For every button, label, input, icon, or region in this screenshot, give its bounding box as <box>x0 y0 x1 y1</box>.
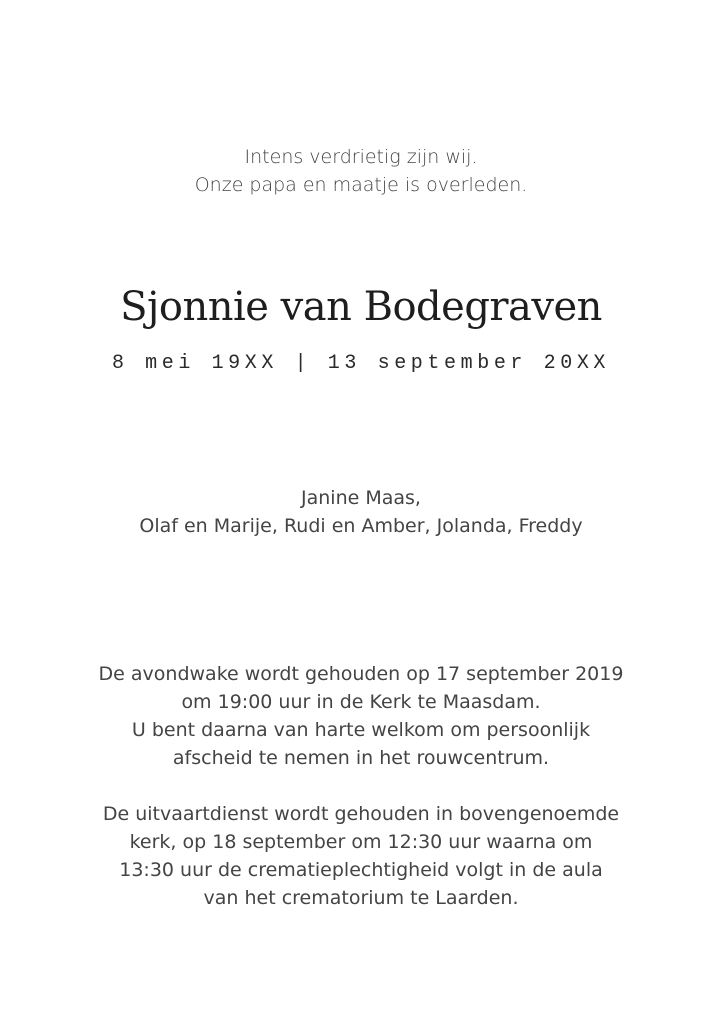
vigil-line-1: De avondwake wordt gehouden op 17 september 2019 <box>98 663 624 685</box>
family-names <box>0 484 722 540</box>
life-dates: 8 mei 19XX | 13 september 20XX <box>111 352 611 375</box>
funeral-line-4: van het crematorium te Laarden. <box>203 887 519 909</box>
vigil-line-2: om 19:00 uur in de Kerk te Maasdam. <box>181 691 541 713</box>
vigil-line-3: U bent daarna van harte welkom om persoonlijk <box>131 719 591 741</box>
deceased-name: Sjonnie van Bodegraven <box>120 284 602 330</box>
intro-line-1: Intens verdrietig zijn wij. <box>244 146 478 168</box>
service-details <box>0 660 722 912</box>
family-line-2: Olaf en Marije, Rudi en Amber, Jolanda, Freddy <box>139 515 583 537</box>
funeral-line-1: De uitvaartdienst wordt gehouden in bovengenoemde <box>102 803 620 825</box>
intro-text <box>0 143 722 199</box>
funeral-line-2: kerk, op 18 september om 12:30 uur waarna om <box>129 831 593 853</box>
funeral-line-3: 13:30 uur de crematieplechtigheid volgt in de aula <box>119 859 603 881</box>
paragraph-spacer <box>0 772 722 800</box>
family-line-1: Janine Maas, <box>301 487 421 509</box>
vigil-line-4: afscheid te nemen in het rouwcentrum. <box>172 747 550 769</box>
intro-line-2: Onze papa en maatje is overleden. <box>194 174 528 196</box>
